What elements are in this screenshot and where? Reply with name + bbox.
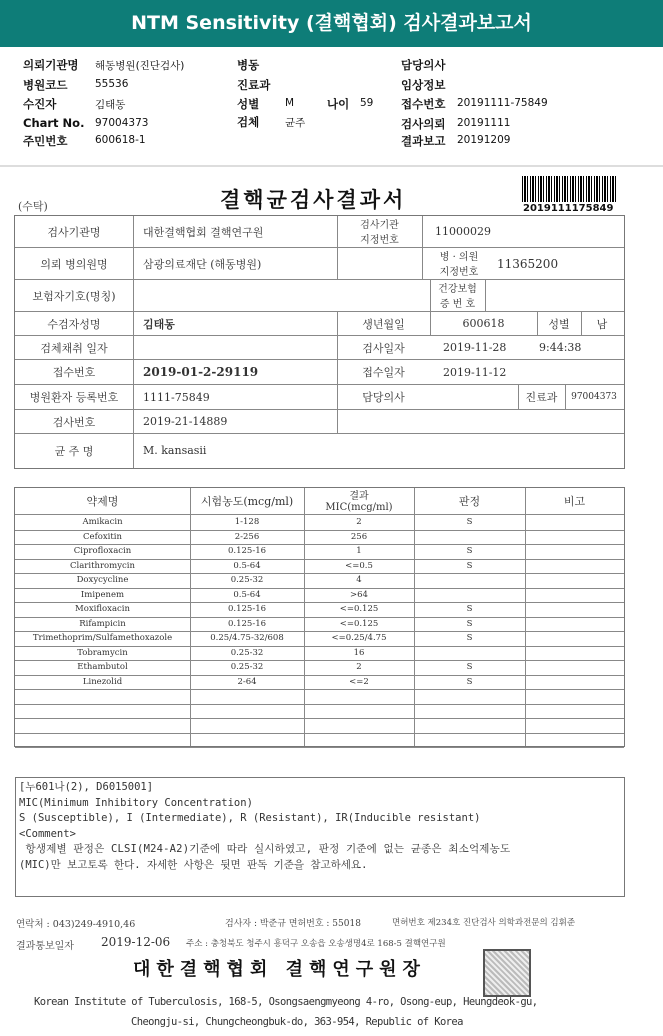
info-label: 담당의사 [362,391,405,404]
drug-interpretation [414,573,525,588]
drug-concentration: 2-64 [237,676,257,687]
info-label: 검사번호 [52,415,96,429]
drug-interpretation: S [466,604,473,615]
drug-mic [304,718,414,733]
info-label: 검사기관명 [47,225,101,239]
drug-interpretation [414,704,525,719]
drug-concentration [190,689,304,704]
info-value: 삼광의료재단 (해동병원) [143,257,262,271]
info-label: 건강보험 [438,284,477,295]
info-value: 1111-75849 [143,390,210,404]
report-header [0,52,663,164]
header-label: 나이 [327,97,350,111]
info-value: 2019-11-28 [443,341,507,354]
header-value: 김태동 [95,99,126,111]
drug-concentration [190,733,304,748]
drug-interpretation: S [466,618,473,629]
header-label: 검사의뢰 [401,117,446,131]
drug-concentration: 2-256 [234,531,260,542]
doc-heading: 결핵균검사결과서 [220,187,407,212]
drug-interpretation [414,689,525,704]
info-value: 남 [596,317,608,331]
drug-concentration: 0.25/4.75-32/608 [210,633,284,644]
drug-col-header: MIC(mcg/ml) [325,501,393,513]
drug-concentration [190,718,304,733]
footer-inspector: 검사자 : 박준규 면허번호 : 55018 [225,919,361,929]
drug-name: Amikacin [82,517,123,528]
drug-mic: <=0.125 [339,618,379,629]
drug-col-header: 결과 [349,490,369,502]
info-label: 의뢰 병의원명 [40,257,108,271]
info-label: 균 주 명 [54,444,94,458]
drug-mic [304,689,414,704]
footer-address-en: Korean Institute of Tuberculosis, 168-5, Osongsaengmyeong 4-ro, Osong-eup, Heungdeok-gu, [34,996,538,1008]
drug-interpretation: S [466,662,473,673]
drug-concentration: 0.25-32 [230,662,264,673]
info-value: 대한결핵협회 결핵연구원 [143,225,264,239]
info-value: 2019-01-2-29119 [143,365,259,379]
doc-subtitle: (수탁) [18,200,48,213]
info-value: 97004373 [571,392,617,402]
info-value: 11000029 [435,225,491,238]
footer-address-en: Cheongju-si, Chungcheongbuk-do, 363-954, Republic of Korea [131,1016,463,1028]
note-line: (MIC)만 보고토록 한다. 자세한 사항은 뒷면 판독 기준을 참고하세요. [19,858,368,871]
header-value: 600618-1 [95,134,146,146]
info-label: 지정번호 [439,267,479,278]
header-value: 97004373 [95,117,149,129]
info-label: 접수일자 [362,366,405,379]
drug-interpretation: S [466,676,473,687]
drug-name: Cefoxitin [83,531,122,542]
info-table [14,215,625,469]
drug-concentration: 1-128 [234,517,260,528]
header-value: 59 [360,97,374,109]
drug-concentration: 0.5-64 [233,560,261,571]
drug-interpretation: S [466,517,473,528]
drug-mic: <=0.25/4.75 [331,633,387,644]
drug-mic: 16 [353,647,365,658]
info-label: 접수번호 [52,366,96,379]
drug-name [15,689,190,704]
header-label: 수진자 [23,97,57,111]
footer-contact: 연락처 : 043)249-4910,46 [16,919,136,930]
official-seal [483,949,531,997]
drug-susceptibility-table [14,487,625,747]
header-label: 성별 [237,97,260,111]
info-label: 성별 [548,317,570,331]
drug-interpretation: S [466,560,473,571]
header-label: 진료과 [237,78,271,92]
drug-name: Rifampicin [79,618,126,629]
drug-interpretation [414,733,525,748]
drug-mic: <=2 [349,676,369,687]
drug-name: Ciprofloxacin [73,546,132,557]
drug-interpretation [414,588,525,603]
header-label: 병동 [237,58,260,72]
drug-mic: 256 [350,531,368,542]
note-line: <Comment> [19,827,76,840]
drug-name: Tobramycin [77,647,128,658]
info-label: 검사기관 [360,220,399,231]
note-line: MIC(Minimum Inhibitory Concentration) [19,796,253,809]
info-label: 검사일자 [362,341,405,355]
note-line: [누601나(2), D6015001] [19,781,154,793]
header-label: 접수번호 [401,97,446,111]
drug-concentration: 0.125-16 [227,604,267,615]
info-label: 증 번 호 [439,299,476,310]
drug-mic: 2 [356,662,362,673]
header-label: 결과보고 [401,134,446,148]
drug-name: Moxifloxacin [75,604,130,615]
header-label: 임상정보 [401,78,446,92]
drug-concentration: 0.125-16 [227,618,267,629]
info-label: 검체채취 일자 [40,341,108,355]
scanned-document [0,170,663,1036]
info-label: 병원환자 등록번호 [29,391,119,404]
header-label: 병원코드 [23,78,68,92]
info-label: 생년월일 [362,317,405,331]
footer-address-kr: 주소 : 충청북도 청주시 흥덕구 오송읍 오송생명4로 168-5 결핵연구원 [186,939,446,949]
drug-concentration: 0.5-64 [233,589,261,600]
drug-name: Imipenem [80,589,125,600]
drug-col-header: 시험농도(mcg/ml) [200,495,294,508]
drug-mic: >64 [350,589,368,600]
drug-mic: <=0.5 [345,560,373,571]
drug-mic [304,733,414,748]
drug-interpretation [414,646,525,661]
drug-name: Ethambutol [77,662,128,673]
barcode-graphic [522,176,618,202]
header-label: Chart No. [23,116,85,130]
header-value: 20191111 [457,117,511,129]
info-label: 진료과 [525,391,558,404]
drug-col-header: 비고 [563,495,586,508]
notes-box [15,777,625,897]
note-line: S (Susceptible), I (Intermediate), R (Resistant), IR(Inducible resistant) [19,812,481,824]
header-value: 20191111-75849 [457,97,548,109]
drug-interpretation [414,718,525,733]
drug-interpretation: S [466,633,473,644]
drug-col-header: 판정 [458,495,481,508]
footer-report-date: 2019-12-06 [101,935,171,949]
info-label: 지정번호 [360,235,399,246]
note-line: 항생제별 판정은 CLSI(M24-A2)기준에 따라 실시하였고, 판정 기준에 없는 균종은 최소억제농도 [19,843,511,855]
header-label: 담당의사 [401,58,446,72]
header-value: 55536 [95,78,129,90]
drug-name [15,704,190,719]
info-value: 2019-21-14889 [143,415,228,428]
drug-mic: 2 [356,517,362,528]
drug-name: Clarithromycin [70,560,135,571]
header-value: 균주 [285,117,306,129]
drug-mic [304,704,414,719]
row-divider [15,747,624,748]
drug-interpretation [414,530,525,545]
header-label: 검체 [237,115,260,129]
header-value: 해동병원(진단검사) [95,60,185,72]
info-value: 2019-11-12 [443,365,507,379]
info-label: 보험자기호(명칭) [32,289,116,303]
info-label: 수검자성명 [47,317,101,331]
header-divider [0,165,663,167]
header-label: 주민번호 [23,134,68,148]
info-value: 김태동 [143,317,175,331]
header-value: 20191209 [457,134,511,146]
drug-concentration: 0.125-16 [227,546,267,557]
drug-name [15,718,190,733]
footer-report-date-label: 결과통보일자 [16,941,74,952]
drug-interpretation: S [466,546,473,557]
header-label: 의뢰기관명 [23,58,79,72]
drug-name: Linezolid [82,676,123,687]
drug-name [15,733,190,748]
drug-mic: 4 [356,575,362,586]
drug-name: Doxycycline [76,575,129,586]
drug-col-header: 약제명 [86,495,119,508]
header-value: M [285,97,295,109]
drug-name: Trimethoprim/Sulfamethoxazole [32,633,173,644]
drug-concentration: 0.25-32 [230,647,264,658]
info-value: 9:44:38 [539,341,582,354]
drug-concentration [190,704,304,719]
footer-org-name: 대한결핵협회 결핵연구원장 [133,959,426,980]
drug-mic: 1 [356,546,362,557]
footer-license: 면허번호 제234호 진단검사 의학과전문의 김휘준 [392,918,576,928]
info-label: 병 · 의원 [439,252,479,263]
drug-mic: <=0.125 [339,604,379,615]
drug-concentration: 0.25-32 [230,575,264,586]
info-value: 600618 [462,317,505,330]
info-value: M. kansasii [143,444,207,457]
report-title: NTM Sensitivity (결핵협회) 검사결과보고서 [0,0,663,47]
info-value: 11365200 [497,256,559,271]
barcode-number: 2019111175849 [523,203,614,214]
